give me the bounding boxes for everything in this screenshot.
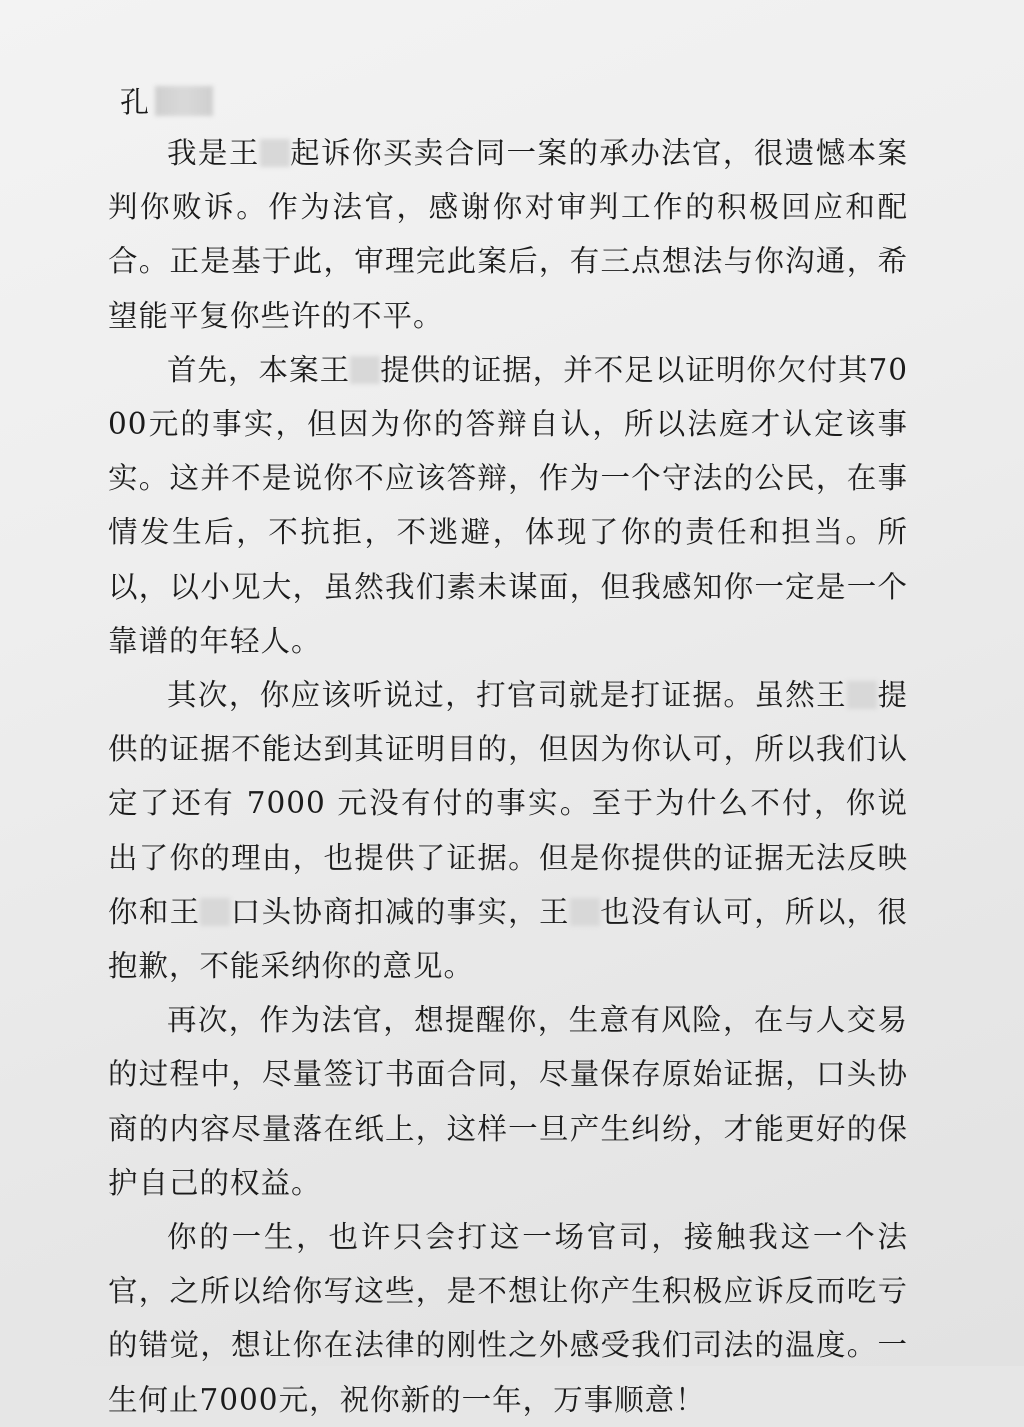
paragraph-second-part2: 提供的证据不能达到其证明目的，但因为你认可，所以我们认定了还有 7000 元没有付的事实。至于为什么不付，你说出了你的理由，也提供了证据。但是你提供的证据无法反映你和王 <box>108 678 908 929</box>
paragraph-intro <box>108 126 908 343</box>
paragraph-intro-part2: 起诉你买卖合同一案的承办法官，很遗憾本案判你败诉。作为法官，感谢你对审判工作的积极回应和配合。正是基于此，审理完此案后，有三点想法与你沟通，希望能平复你些许的不平。 <box>108 136 908 333</box>
redacted-name <box>570 898 600 926</box>
redacted-name <box>155 86 213 116</box>
paragraph-first-part2: 提供的证据，并不足以证明你欠付其7000元的事实，但因为你的答辩自认，所以法庭才认定该事实。这并不是说你不应该答辩，作为一个守法的公民，在事情发生后，不抗拒，不逃避，体现了你的责任和担当。所以，以小见大，虽然我们素未谋面，但我感知你一定是一个靠谱的年轻人。 <box>108 352 908 658</box>
letter-body <box>108 126 908 1427</box>
paragraph-second-part4: 也没有认可，所以，很抱歉，不能采纳你的意见。 <box>108 894 908 984</box>
paragraph-second-part3: 口头协商扣减的事实，王 <box>230 894 570 929</box>
paragraph-first-part1: 首先，本案王 <box>167 352 351 387</box>
salutation-text: 孔 <box>120 85 150 119</box>
paragraph-first <box>108 343 908 668</box>
paragraph-intro-part1: 我是王 <box>167 136 260 170</box>
paragraph-closing: 你的一生，也许只会打这一场官司，接触我这一个法官，之所以给你写这些，是不想让你产生积极应诉反而吃亏的错觉，想让你在法律的刚性之外感受我们司法的温度。一生何止7000元，祝你新的一年，万事顺意！ <box>108 1220 908 1417</box>
redacted-name <box>350 356 380 384</box>
paragraph-second <box>108 668 908 993</box>
salutation <box>120 82 213 122</box>
redacted-name <box>200 898 230 926</box>
paragraph-second-part1: 其次，你应该听说过，打官司就是打证据。虽然王 <box>167 678 848 713</box>
paragraph-third: 再次，作为法官，想提醒你，生意有风险，在与人交易的过程中，尽量签订书面合同，尽量保存原始证据，口头协商的内容尽量落在纸上，这样一旦产生纠纷，才能更好的保护自己的权益。 <box>108 1003 908 1200</box>
redacted-name <box>260 139 290 167</box>
redacted-name <box>847 681 877 709</box>
